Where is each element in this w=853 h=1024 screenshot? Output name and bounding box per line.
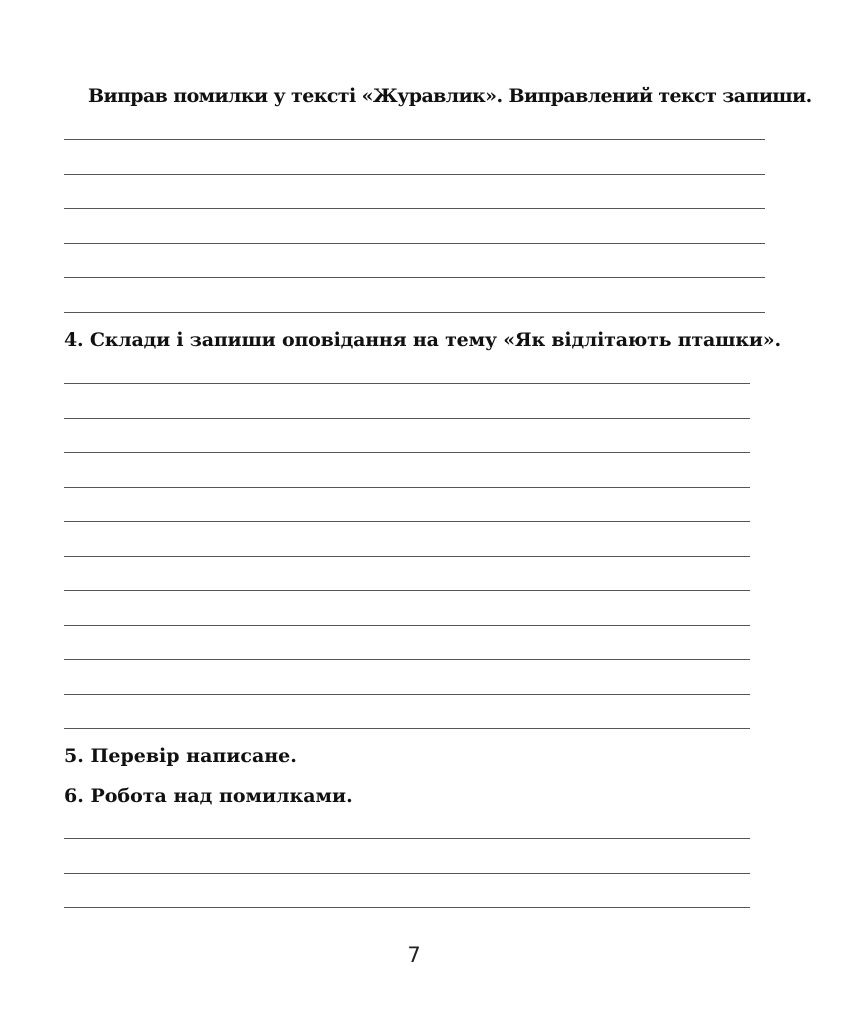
writing-line <box>64 873 750 874</box>
writing-line <box>64 590 750 591</box>
instruction-fix-errors: Виправ помилки у тексті «Журавлик». Виправлений текст запиши. <box>88 85 812 107</box>
task-4-heading: 4. Склади і запиши оповідання на тему «Як відлітають пташки». <box>64 329 781 351</box>
writing-line <box>64 452 750 453</box>
writing-line <box>64 487 750 488</box>
writing-line <box>64 139 765 140</box>
writing-line <box>64 383 750 384</box>
task-5-heading: 5. Перевір написане. <box>64 745 297 767</box>
writing-line <box>64 312 765 313</box>
writing-line <box>64 208 765 209</box>
writing-line <box>64 728 750 729</box>
writing-line <box>64 659 750 660</box>
page-number: 7 <box>407 943 421 967</box>
writing-line <box>64 838 750 839</box>
task-6-heading: 6. Робота над помилками. <box>64 785 353 807</box>
writing-line <box>64 418 750 419</box>
writing-line <box>64 694 750 695</box>
writing-line <box>64 521 750 522</box>
writing-line <box>64 907 750 908</box>
writing-line <box>64 174 765 175</box>
writing-line <box>64 243 765 244</box>
writing-line <box>64 625 750 626</box>
writing-line <box>64 556 750 557</box>
writing-line <box>64 277 765 278</box>
